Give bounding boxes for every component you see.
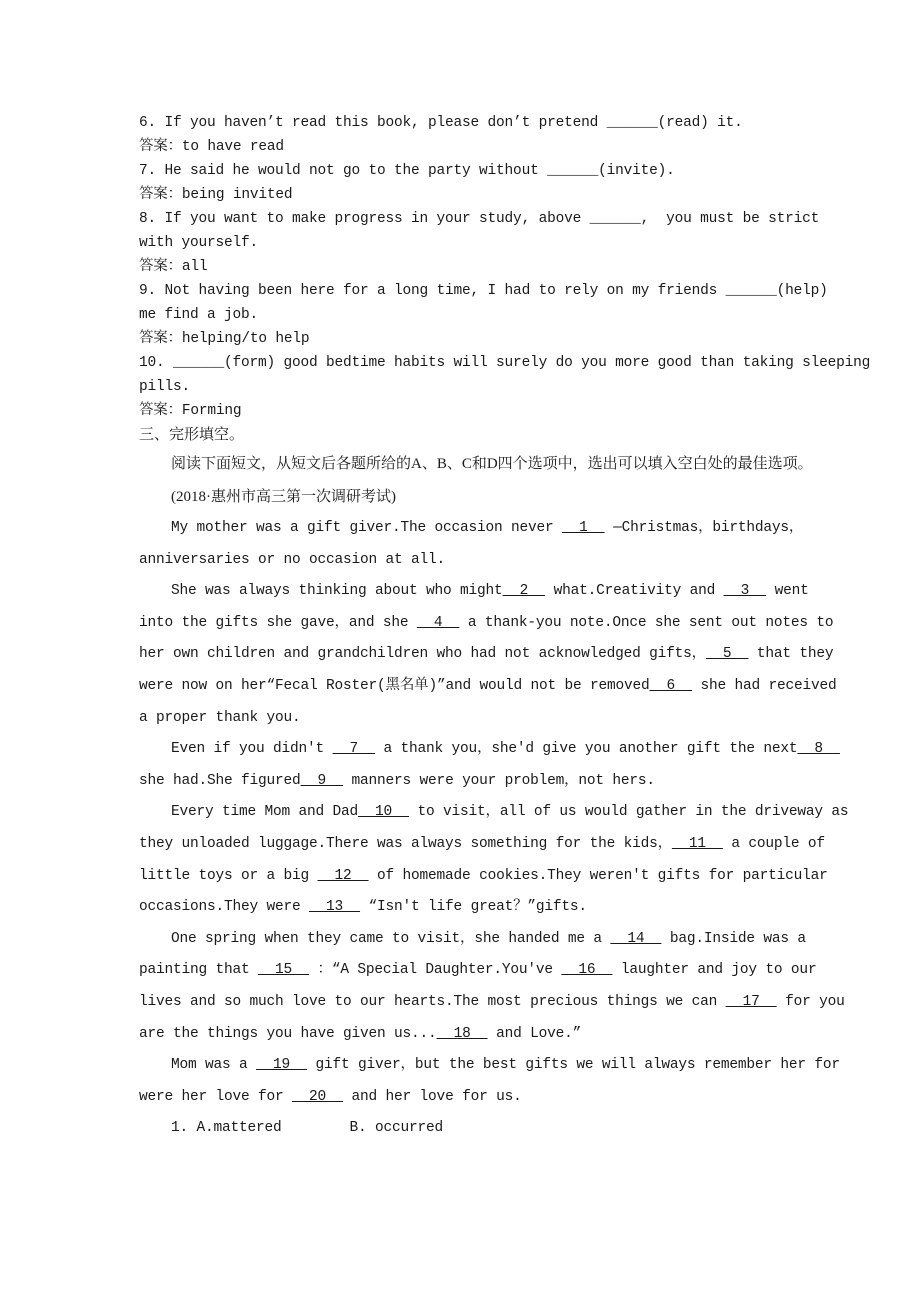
passage-text: bag.Inside was a painting that bbox=[139, 930, 806, 979]
question-10: 10. ______(form) good bedtime habits will surely do you more good than taking sleeping bbox=[139, 355, 871, 371]
blank-2: 2 bbox=[502, 583, 546, 600]
paragraph-6 bbox=[139, 1050, 849, 1113]
blank-17: 17 bbox=[725, 993, 777, 1010]
document-page bbox=[139, 111, 871, 1144]
blank-15: 15 bbox=[258, 962, 310, 979]
paragraph-5-text bbox=[139, 924, 849, 1050]
passage-text: a thank you，she'd give you another gift the next bbox=[375, 741, 798, 758]
blank-5: 5 bbox=[705, 646, 749, 663]
paragraph-4 bbox=[139, 797, 849, 923]
blank-18: 18 bbox=[436, 1025, 488, 1042]
passage-text: she had.She figured bbox=[139, 772, 301, 789]
passage-text: manners were your problem，not hers. bbox=[343, 772, 655, 789]
passage-text: gift giver，but the best gifts we will always remember her for were her love for bbox=[139, 1057, 840, 1105]
paragraph-3 bbox=[139, 734, 849, 797]
blank-8: 8 bbox=[797, 741, 840, 758]
question-6: 6. If you haven’t read this book, please don’t pretend ______(read) it. bbox=[139, 115, 743, 131]
cloze-passage bbox=[139, 513, 849, 1144]
paragraph-2 bbox=[139, 576, 849, 734]
passage-text: laughter and joy to our lives and so much love to our hearts.The most precious things we can bbox=[139, 962, 817, 1010]
blank-20: 20 bbox=[292, 1088, 344, 1105]
passage-text: went into the gifts she gave，and she bbox=[139, 583, 809, 631]
blank-10: 10 bbox=[358, 804, 410, 821]
answer-7: 答案：being invited bbox=[139, 187, 293, 203]
paragraph-3-text bbox=[139, 734, 849, 797]
passage-text: of homemade cookies.They weren't gifts for particular occasions.They were bbox=[139, 867, 828, 916]
passage-text: Even if you didn't bbox=[171, 741, 333, 758]
passage-text: and Love.” bbox=[487, 1025, 582, 1042]
passage-text: “Isn't life great？”gifts. bbox=[360, 899, 587, 916]
blank-3: 3 bbox=[723, 583, 767, 600]
passage-text: and her love for us. bbox=[343, 1088, 522, 1105]
passage-text: —Christmas，birthdays，anniversaries or no occasion at all. bbox=[139, 520, 804, 568]
passage-text: that they were now on her“Fecal Roster(黑名单)”and would not be removed bbox=[139, 646, 834, 694]
question-8: 8. If you want to make progress in your study, above ______, you must be strict bbox=[139, 211, 820, 227]
passage-text: what.Creativity and bbox=[545, 583, 724, 600]
instructions: 阅读下面短文，从短文后各题所给的A、B、C和D四个选项中，选出可以填入空白处的最佳选项。 bbox=[171, 456, 813, 472]
blank-16: 16 bbox=[561, 962, 613, 979]
passage-text: a couple of little toys or a big bbox=[139, 835, 825, 884]
blank-13: 13 bbox=[309, 899, 361, 916]
blank-6: 6 bbox=[649, 677, 692, 694]
question-7: 7. He said he would not go to the party without ______(invite). bbox=[139, 163, 675, 179]
passage-text: to visit，all of us would gather in the driveway as they unloaded luggage.There was always something for the kids， bbox=[139, 804, 849, 852]
option-row-1: 1. A.mattered B. occurred bbox=[171, 1120, 444, 1137]
paragraph-5 bbox=[139, 924, 849, 1050]
source-note: (2018·惠州市高三第一次调研考试) bbox=[171, 489, 396, 505]
answer-9: 答案：helping/to help bbox=[139, 331, 310, 347]
blank-12: 12 bbox=[317, 867, 369, 884]
passage-text: One spring when they came to visit，she handed me a bbox=[171, 930, 611, 947]
question-8-continued: with yourself. bbox=[139, 235, 259, 251]
passage-text: She was always thinking about who might bbox=[171, 583, 503, 600]
paragraph-1-text bbox=[139, 513, 849, 576]
answer-10: 答案：Forming bbox=[139, 403, 242, 419]
question-10-continued: pills. bbox=[139, 379, 191, 395]
paragraph-1 bbox=[139, 513, 849, 576]
paragraph-6-text bbox=[139, 1050, 849, 1113]
question-9-continued: me find a job. bbox=[139, 307, 259, 323]
question-9: 9. Not having been here for a long time, I had to rely on my friends ______(help) bbox=[139, 283, 828, 299]
blank-4: 4 bbox=[416, 614, 460, 631]
blank-11: 11 bbox=[671, 835, 723, 852]
passage-text: Every time Mom and Dad bbox=[171, 804, 359, 821]
paragraph-4-text bbox=[139, 797, 849, 923]
fill-in-section bbox=[139, 111, 871, 423]
passage-text: she had received a proper thank you. bbox=[139, 677, 837, 726]
blank-1: 1 bbox=[562, 520, 605, 536]
passage-text: ：“A Special Daughter.You've bbox=[309, 962, 562, 979]
passage-text: Mom was a bbox=[171, 1057, 257, 1074]
answer-6: 答案：to have read bbox=[139, 139, 284, 155]
blank-19: 19 bbox=[256, 1057, 308, 1074]
blank-9: 9 bbox=[300, 772, 344, 789]
passage-text: for you are the things you have given us... bbox=[139, 993, 845, 1042]
passage-text: a thank-you note.Once she sent out notes to her own children and grandchildren who had not acknowledged gifts， bbox=[139, 614, 834, 663]
blank-7: 7 bbox=[332, 741, 376, 758]
answer-8: 答案：all bbox=[139, 259, 208, 275]
passage-text: My mother was a gift giver.The occasion never bbox=[171, 520, 563, 536]
blank-14: 14 bbox=[610, 930, 662, 947]
paragraph-2-text bbox=[139, 576, 849, 734]
section-title: 三、完形填空。 bbox=[139, 427, 245, 443]
